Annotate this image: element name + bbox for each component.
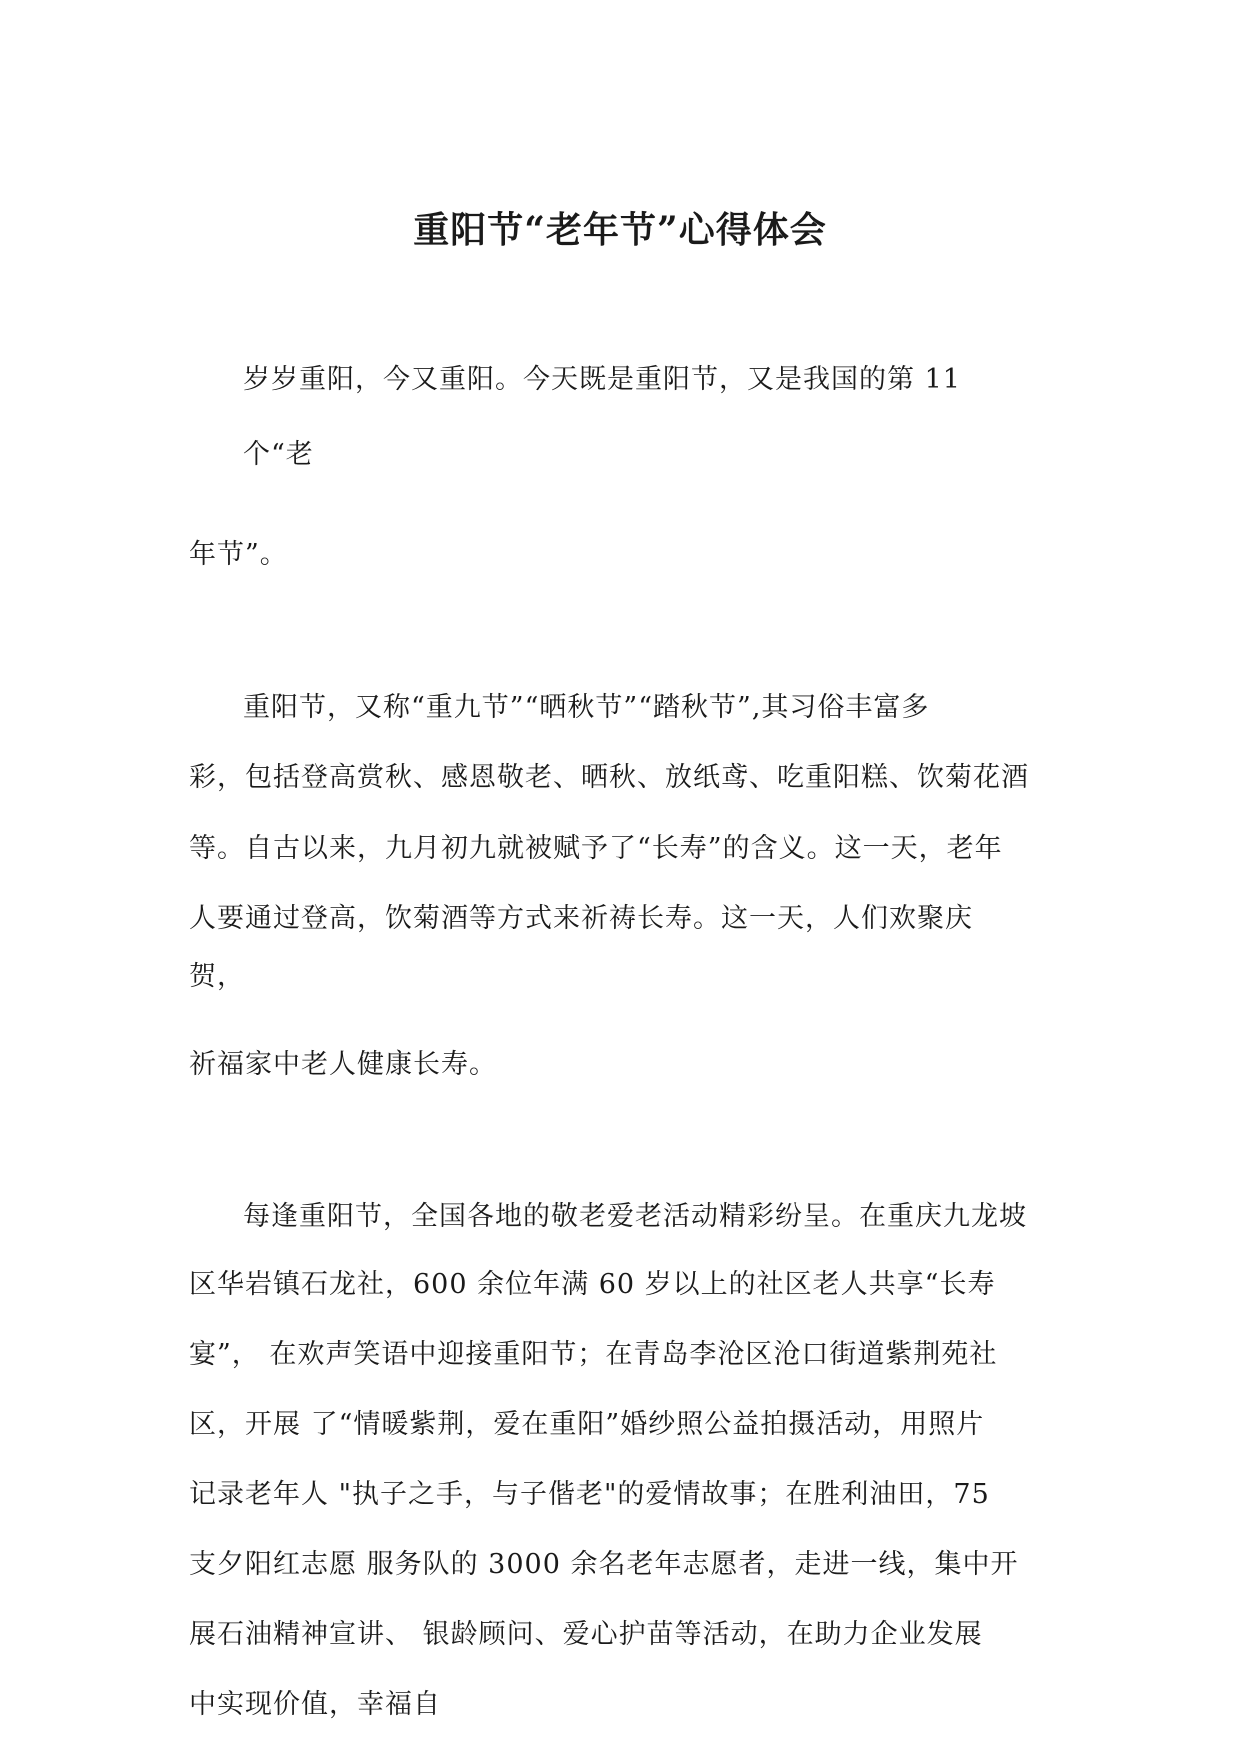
paragraph-line: 展石油精神宣讲、 银龄顾问、爱心护苗等活动，在助力企业发展 [189, 1619, 983, 1650]
document-title: 重阳节“老年节”心得体会 [413, 209, 827, 251]
paragraph-line: 支夕阳红志愿 服务队的 3000 余名老年志愿者，走进一线，集中开 [189, 1549, 1019, 1580]
paragraph-line: 区华岩镇石龙社，600 余位年满 60 岁以上的社区老人共享“长寿 [189, 1269, 996, 1300]
paragraph-line: 年节”。 [189, 539, 288, 570]
paragraph-line: 个“老 [243, 439, 314, 470]
paragraph-line: 祈福家中老人健康长寿。 [189, 1049, 497, 1080]
paragraph-line: 记录老年人 "执子之手，与子偕老"的爱情故事；在胜利油田，75 [189, 1479, 990, 1510]
paragraph-line: 宴”， 在欢声笑语中迎接重阳节；在青岛李沧区沧口街道紫荆苑社 [189, 1339, 998, 1370]
paragraph-line: 区，开展 了“情暖紫荆，爱在重阳”婚纱照公益拍摄活动，用照片 [189, 1409, 985, 1440]
paragraph-line: 贺， [189, 961, 245, 992]
paragraph-line: 岁岁重阳，今又重阳。今天既是重阳节，又是我国的第 11 [243, 364, 961, 395]
paragraph-line: 重阳节，又称“重九节”“晒秋节”“踏秋节”,其习俗丰富多 [243, 692, 930, 723]
paragraph-line: 等。自古以来，九月初九就被赋予了“长寿”的含义。这一天，老年 [189, 833, 1003, 864]
paragraph-line: 彩，包括登高赏秋、感恩敬老、晒秋、放纸鸢、吃重阳糕、饮菊花酒 [189, 762, 1029, 793]
paragraph-line: 人要通过登高，饮菊酒等方式来祈祷长寿。这一天，人们欢聚庆 [189, 903, 973, 934]
paragraph-line: 每逢重阳节，全国各地的敬老爱老活动精彩纷呈。在重庆九龙坡 [243, 1201, 1027, 1232]
paragraph-line: 中实现价值，幸福自 [189, 1689, 441, 1720]
